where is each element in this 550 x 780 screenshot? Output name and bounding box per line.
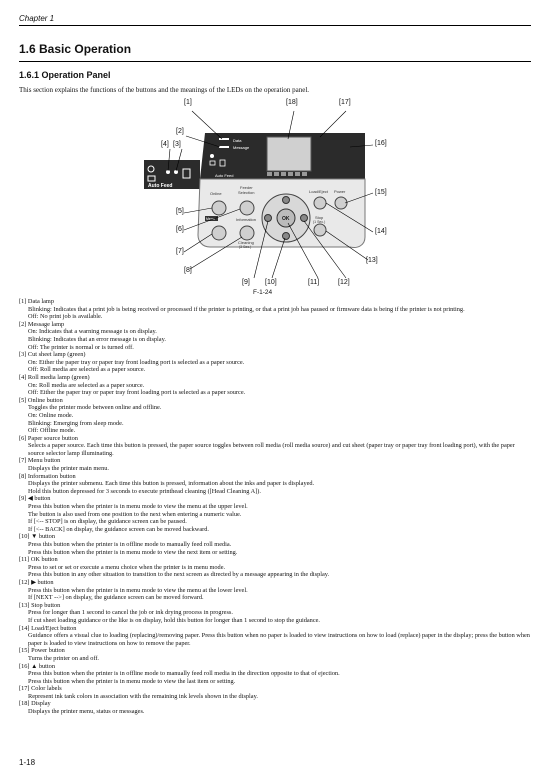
label-message: Message — [233, 145, 250, 150]
description-list — [19, 298, 531, 716]
label-online: Online — [210, 191, 222, 196]
message-lamp — [219, 146, 229, 148]
desc-line: Guidance offers a visual clue to loading (replacing)/removing paper. Press this button when no paper is loaded to view instructions on how to load (replace) paper in the display; press the button when paper is loaded to view instructions on how to remove the paper. — [28, 632, 530, 647]
chapter-header: Chapter 1 — [19, 14, 531, 26]
desc-line: Press for longer than 1 second to cancel the job or ink drying process in progress. — [28, 609, 233, 617]
section-title: 1.6 Basic Operation — [19, 42, 132, 56]
desc-title: [4] Roll media lamp (green) — [19, 373, 90, 381]
desc-line: Turns the printer on and off. — [28, 654, 100, 662]
label-auto-feed-small: Auto Feed — [215, 173, 234, 178]
desc-title: [18] Display — [19, 700, 51, 708]
desc-line: On: Indicates that a warning message is on display. — [28, 328, 157, 336]
label-load-eject: Load/Eject — [309, 189, 328, 194]
desc-line: On: Roll media are selected as a paper source. — [28, 381, 145, 389]
callout-5: [5] — [176, 208, 184, 215]
callout-10: [10] — [265, 279, 277, 286]
label-data: Data — [233, 138, 242, 143]
page-number: 1-18 — [19, 758, 36, 767]
up-button[interactable] — [283, 197, 290, 204]
left-button[interactable] — [265, 215, 272, 222]
desc-title: [16] ▲ button — [19, 662, 55, 670]
desc-line: Blinking: Emerging from sleep mode. — [28, 419, 124, 427]
desc-line: If cut sheet loading guidance or the like is on display, hold this button for longer than 1 second to stop the guidance. — [28, 616, 320, 624]
desc-title: [10] ▼ button — [19, 533, 55, 541]
desc-item-15 — [19, 647, 531, 662]
online-button[interactable] — [212, 201, 226, 215]
right-button[interactable] — [301, 215, 308, 222]
data-lamp — [219, 138, 229, 140]
desc-item-17 — [19, 685, 531, 700]
desc-line: Off: The printer is normal or is turned off. — [28, 343, 134, 351]
callout-3: [3] — [173, 141, 181, 148]
desc-item-1 — [19, 298, 531, 321]
desc-line: Press to set or set or execute a menu choice when the printer is in menu mode. — [28, 563, 226, 571]
desc-line: Off: Either the paper tray or paper tray front loading port is selected as a paper source. — [28, 389, 246, 397]
desc-item-4 — [19, 374, 531, 397]
label-ok: OK — [282, 216, 290, 222]
desc-title: [15] Power button — [19, 647, 65, 655]
callout-16: [16] — [375, 140, 387, 147]
label-power: Power — [334, 189, 346, 194]
desc-line: Press this button when the printer is in offline mode to manually feed roll media. — [28, 541, 232, 548]
figure-caption: F-1-24 — [253, 289, 273, 296]
desc-title: [2] Message lamp — [19, 320, 65, 328]
desc-item-6 — [19, 435, 531, 458]
operation-panel-figure — [140, 97, 420, 299]
paper-source-button[interactable] — [240, 201, 254, 215]
desc-title: [3] Cut sheet lamp (green) — [19, 351, 86, 359]
display-screen — [267, 137, 311, 171]
desc-item-11 — [19, 556, 531, 579]
desc-line: Blinking: Indicates that an error message is on display. — [28, 335, 166, 343]
label-auto-feed: Auto Feed — [148, 183, 173, 189]
desc-line: Press this button when the printer is in menu mode to view the last item or setting. — [28, 677, 236, 685]
desc-line: Displays the printer main menu. — [28, 465, 109, 473]
desc-item-18 — [19, 700, 531, 715]
subsection-title: 1.6.1 Operation Panel — [19, 70, 111, 80]
desc-item-2 — [19, 321, 531, 351]
label-stop-1: Stop — [315, 215, 324, 220]
desc-title: [7] Menu button — [19, 457, 61, 465]
information-button[interactable] — [240, 226, 254, 240]
callout-18: [18] — [286, 99, 298, 106]
roll-icon-small — [210, 154, 214, 158]
down-button[interactable] — [283, 233, 290, 240]
desc-item-8 — [19, 473, 531, 496]
desc-title: [14] Load/Eject button — [19, 624, 77, 632]
desc-line: Toggles the printer mode between online and offline. — [28, 404, 162, 412]
callout-7: [7] — [176, 248, 184, 255]
callout-17: [17] — [339, 99, 351, 106]
label-feeder-1: Feeder — [240, 185, 253, 190]
callout-2: [2] — [176, 128, 184, 135]
desc-item-13 — [19, 602, 531, 625]
desc-title: [13] Stop button — [19, 601, 61, 609]
callout-9: [9] — [242, 279, 250, 286]
label-stop-2: (1 Sec.) — [313, 220, 326, 224]
desc-title: [6] Paper source button — [19, 434, 78, 442]
desc-item-14 — [19, 625, 531, 648]
desc-title: [1] Data lamp — [19, 298, 54, 305]
label-cleaning-2: (3 Sec.) — [239, 245, 252, 249]
callout-15: [15] — [375, 189, 387, 196]
desc-line: Represent ink tank colors in association with the remaining ink levels shown in the display. — [28, 692, 258, 700]
desc-item-12 — [19, 579, 531, 602]
intro-paragraph: This section explains the functions of the buttons and the meanings of the LEDs on the operation panel. — [19, 86, 310, 94]
desc-item-3 — [19, 351, 531, 374]
desc-line: On: Online mode. — [28, 411, 74, 419]
desc-title: [12] ▶ button — [19, 578, 54, 586]
callout-4: [4] — [161, 141, 169, 148]
section-rule — [19, 61, 531, 62]
label-menu: Menu — [206, 217, 215, 221]
desc-line: If [NEXT -->] on display, the guidance screen can be moved forward. — [28, 594, 204, 602]
callout-13: [13] — [366, 257, 378, 264]
callout-14: [14] — [375, 228, 387, 235]
desc-line: Press this button when the printer is in menu mode to view the next item or setting. — [28, 548, 238, 556]
desc-line: Off: Roll media are selected as a paper source. — [28, 366, 146, 374]
desc-line: Off: No print job is available. — [28, 313, 103, 321]
desc-line: Selects a paper source. Each time this button is pressed, the paper source toggles between roll media (roll media source) and cut sheet (paper tray or paper tray front loading port), with the paper source selector lamp illuminating. — [28, 442, 515, 457]
desc-line: Hold this button depressed for 3 seconds to execute printhead cleaning ([Head Cleaning A]). — [28, 487, 261, 495]
desc-line: The button is also used from one position to the next when entering a numeric value. — [28, 510, 242, 518]
desc-line: Displays the printer menu, status or messages. — [28, 708, 145, 716]
desc-title: [8] Information button — [19, 472, 76, 480]
stop-button[interactable] — [314, 224, 326, 236]
label-cleaning-1: Cleaning — [238, 240, 254, 245]
label-feeder-2: Selection — [238, 190, 255, 195]
menu-button[interactable] — [212, 226, 226, 240]
desc-line: On: Either the paper tray or paper tray front loading port is selected as a paper source. — [28, 358, 245, 366]
desc-title: [11] OK button — [19, 556, 58, 564]
desc-line: Press this button when the printer is in offline mode to manually feed roll media in the direction opposite to that of ejection. — [28, 670, 340, 678]
label-information: Information — [236, 217, 257, 222]
desc-item-9 — [19, 495, 531, 533]
desc-line: Blinking: Indicates that a print job is being received or processed if the printer is printing, or that a print job has paused or firmware data is being if the printer is not printing. — [28, 305, 465, 313]
desc-title: [17] Color labels — [19, 685, 62, 693]
desc-line: Off: Offline mode. — [28, 427, 76, 435]
callout-12: [12] — [338, 279, 350, 286]
desc-line: Press this button in any other situation to transition to the next screen as directed by a message appearing in the display. — [28, 571, 330, 579]
desc-line: If [<-- BACK] on display, the guidance screen can be moved backward. — [28, 525, 209, 533]
desc-item-7 — [19, 457, 531, 472]
desc-line: Displays the printer submenu. Each time this button is pressed, information about the inks and paper is displayed. — [28, 480, 315, 488]
desc-title: [5] Online button — [19, 396, 63, 404]
callout-11: [11] — [308, 279, 320, 286]
desc-title: [9] ◀ button — [19, 495, 51, 503]
callout-8: [8] — [184, 267, 192, 274]
callout-1: [1] — [184, 99, 192, 106]
callout-6: [6] — [176, 226, 184, 233]
desc-item-16 — [19, 663, 531, 686]
desc-item-10 — [19, 533, 531, 556]
desc-item-5 — [19, 397, 531, 435]
load-eject-button[interactable] — [314, 197, 326, 209]
desc-line: Press this button when the printer is in menu mode to view the menu at the upper level. — [28, 503, 248, 511]
desc-line: Press this button when the printer is in menu mode to view the menu at the lower level. — [28, 586, 248, 594]
desc-line: If [<-- STOP] is on display, the guidance screen can be paused. — [28, 518, 187, 526]
